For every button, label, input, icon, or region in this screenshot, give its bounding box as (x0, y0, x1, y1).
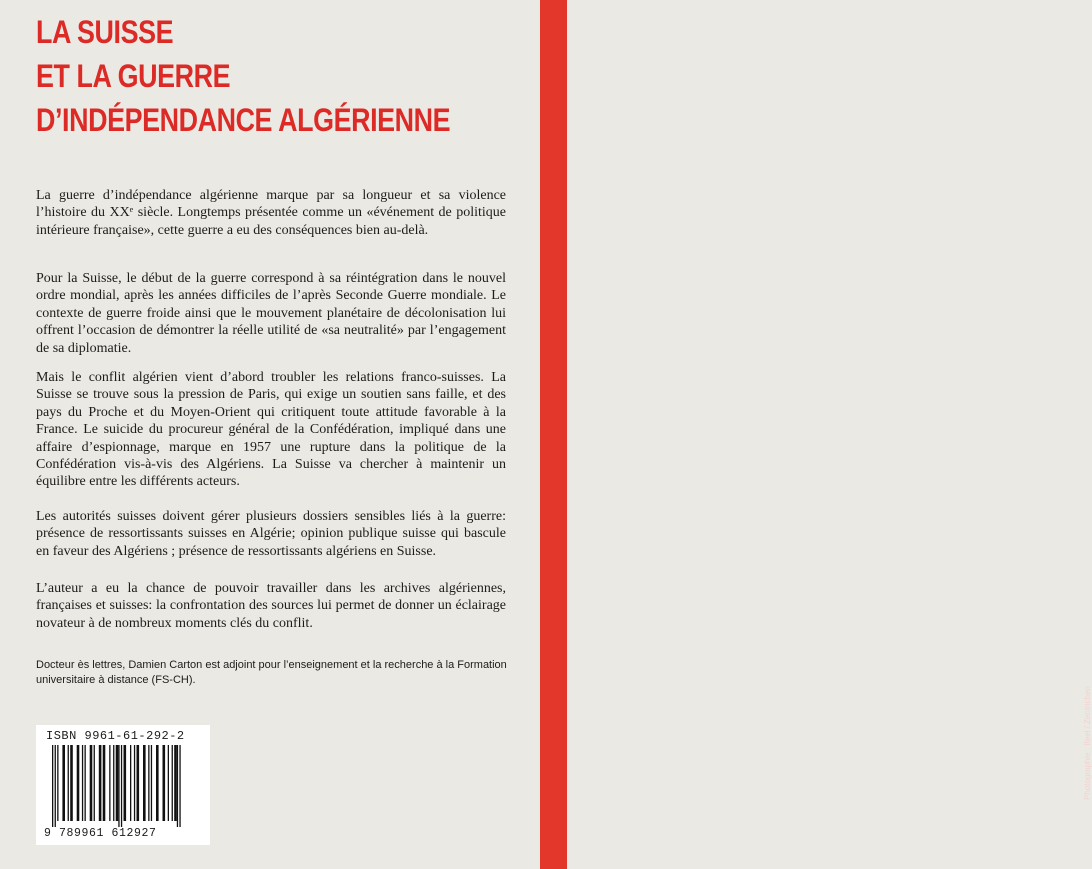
barcode-guard-bar (179, 745, 180, 827)
barcode-bar (113, 745, 114, 821)
barcode-bar (174, 745, 177, 821)
blurb-paragraph-5: L’auteur a eu la chance de pouvoir travailler dans les archives algériennes, françaises et suisses: la confrontation des sources lui permet de donner un éclairage novateur à de nombreux moments clés du conflit. (36, 581, 506, 631)
blurb-paragraph-1: La guerre d’indépendance algérienne marque par sa longueur et sa violence l’histoire du XXᵉ siècle. Longtemps présentée comme un «événement de politique intérieure française», cette guerre a eu des conséquences bien au-delà. (36, 188, 506, 238)
barcode-block (36, 725, 210, 845)
barcode-bar (90, 745, 93, 821)
blurb-paragraph-3: Mais le conflit algérien vient d’abord troubler les relations franco-suisses. La Suisse se trouve sous la pression de Paris, qui exige un soutien sans faille, et des pays du Proche et du Moyen-Orient qui critiquent toute attitude favorable à la France. Le suicide du procureur général de la Confédération, impliqué dans une affaire d’espionnage, marque en 1957 une rupture dans la politique de la Confédération vis-à-vis des Algériens. La Suisse va chercher à maintenir un équilibre entre les différents acteurs. (36, 370, 506, 490)
barcode-guard-bar (52, 745, 53, 827)
barcode-bar (163, 745, 166, 821)
barcode-bar (68, 745, 69, 821)
blurb-paragraph-4: Les autorités suisses doivent gérer plusieurs dossiers sensibles liés à la guerre: présence de ressortissants suisses en Algérie; opinion publique suisse qui bascule en faveur des Algériens ; présence de ressortissants algériens en Suisse. (36, 509, 506, 559)
author-note: Docteur ès lettres, Damien Carton est adjoint pour l’enseignement et la recherche à la Formation universitaire à distance (FS-CH). (36, 659, 507, 686)
barcode-bar (77, 745, 80, 821)
barcode-guard-bar (118, 745, 119, 827)
barcode-bar (156, 745, 159, 821)
barcode-bar (172, 745, 173, 821)
barcode-bars (52, 745, 194, 827)
barcode-bar (143, 745, 146, 821)
barcode-guard-bar (55, 745, 56, 827)
barcode-digits: 9 789961 612927 (44, 827, 157, 840)
barcode-bar (82, 745, 83, 821)
barcode-bar (70, 745, 73, 821)
barcode-guard-bar (177, 745, 178, 827)
book-title (36, 10, 451, 142)
title-line-1: LA SUISSE (36, 14, 174, 50)
barcode-guard-bar (121, 745, 122, 827)
barcode-bar (134, 745, 135, 821)
barcode-bar (103, 745, 106, 821)
barcode-bar (168, 745, 169, 821)
photo-credit: Photographie : Ifeel / Zentrichen (1083, 686, 1092, 800)
barcode-bar (124, 745, 127, 821)
barcode-bar (148, 745, 149, 821)
title-line-3: D’INDÉPENDANCE ALGÉRIENNE (36, 102, 451, 138)
barcode-bar (99, 745, 102, 821)
barcode-bar (85, 745, 86, 821)
barcode-bar (57, 745, 58, 821)
barcode-bar (151, 745, 152, 821)
title-line-2: ET LA GUERRE (36, 58, 231, 94)
isbn-label: ISBN 9961-61-292-2 (46, 729, 185, 743)
barcode-bar (130, 745, 131, 821)
barcode-bar (94, 745, 95, 821)
blurb-paragraph-2: Pour la Suisse, le début de la guerre correspond à sa réintégration dans le nouvel ordre mondial, après les années difficiles de l’après Seconde Guerre mondiale. Le contexte de guerre froide ainsi que le mouvement planétaire de décolonisation lui offrent l’occasion de démontrer la réelle utilité de «sa neutralité» par l’engagement de sa diplomatie. (36, 271, 506, 356)
barcode-bar (116, 745, 119, 821)
barcode-bar (62, 745, 65, 821)
barcode-bar (137, 745, 140, 821)
red-side-band (540, 0, 1092, 869)
barcode-bar (109, 745, 110, 821)
